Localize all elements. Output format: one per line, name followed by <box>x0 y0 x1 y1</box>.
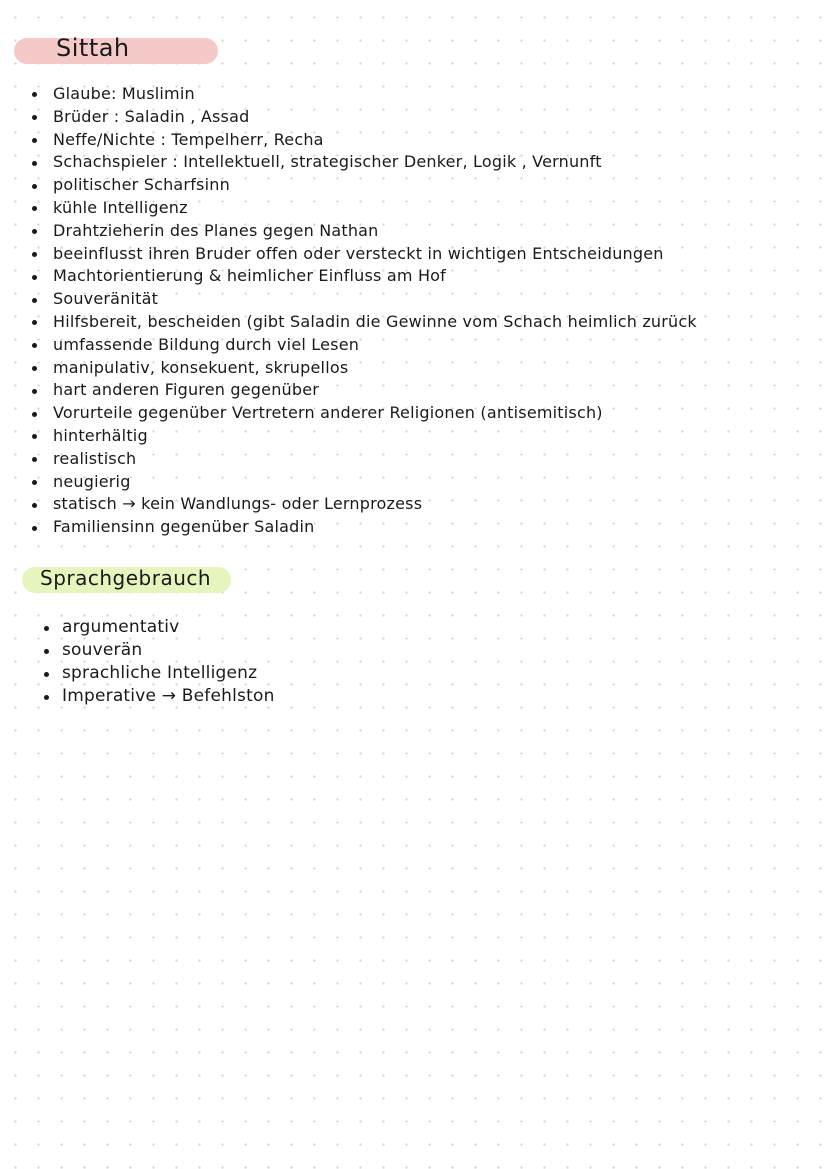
bullet-icon <box>32 252 37 257</box>
list-item: statisch → kein Wandlungs- oder Lernprozess <box>30 493 697 516</box>
list-item: kühle Intelligenz <box>30 197 697 220</box>
bullet-icon <box>32 343 37 348</box>
bullet-icon <box>32 320 37 325</box>
list-item: manipulativ, konsekuent, skrupellos <box>30 357 697 380</box>
list-item: Machtorientierung & heimlicher Einfluss am Hof <box>30 265 697 288</box>
bullet-icon <box>32 457 37 462</box>
list-item: Glaube: Muslimin <box>30 83 697 106</box>
character-heading-highlight <box>14 34 218 64</box>
bullet-icon <box>32 389 37 394</box>
list-item: Brüder : Saladin , Assad <box>30 106 697 129</box>
list-item: souverän <box>42 639 275 662</box>
bullet-icon <box>32 92 37 97</box>
bullet-icon <box>32 412 37 417</box>
language-heading-highlight <box>22 567 231 593</box>
bullet-icon <box>44 695 49 700</box>
list-item: sprachliche Intelligenz <box>42 662 275 685</box>
list-item: Schachspieler : Intellektuell, strategischer Denker, Logik , Vernunft <box>30 151 697 174</box>
list-item: umfassende Bildung durch viel Lesen <box>30 334 697 357</box>
bullet-icon <box>44 649 49 654</box>
bullet-icon <box>32 138 37 143</box>
list-item: Neffe/Nichte : Tempelherr, Recha <box>30 129 697 152</box>
bullet-icon <box>32 275 37 280</box>
bullet-icon <box>32 434 37 439</box>
list-item: Souveränität <box>30 288 697 311</box>
list-item: Hilfsbereit, bescheiden (gibt Saladin die Gewinne vom Schach heimlich zurück <box>30 311 697 334</box>
bullet-icon <box>32 298 37 303</box>
language-heading: Sprachgebrauch <box>40 566 212 590</box>
list-item: Imperative → Befehlston <box>42 685 275 708</box>
bullet-icon <box>32 184 37 189</box>
character-trait-list <box>30 83 697 539</box>
bullet-icon <box>32 526 37 531</box>
bullet-icon <box>32 480 37 485</box>
character-heading: Sittah <box>56 34 130 62</box>
bullet-icon <box>44 672 49 677</box>
bullet-icon <box>32 229 37 234</box>
list-item: beeinflusst ihren Bruder offen oder versteckt in wichtigen Entscheidungen <box>30 243 697 266</box>
bullet-icon <box>32 161 37 166</box>
list-item: Vorurteile gegenüber Vertretern anderer Religionen (antisemitisch) <box>30 402 697 425</box>
bullet-icon <box>32 503 37 508</box>
list-item: hart anderen Figuren gegenüber <box>30 379 697 402</box>
bullet-icon <box>32 366 37 371</box>
bullet-icon <box>32 206 37 211</box>
list-item: politischer Scharfsinn <box>30 174 697 197</box>
list-item: hinterhältig <box>30 425 697 448</box>
list-item: Familiensinn gegenüber Saladin <box>30 516 697 539</box>
list-item: neugierig <box>30 471 697 494</box>
list-item: realistisch <box>30 448 697 471</box>
bullet-icon <box>32 115 37 120</box>
bullet-icon <box>44 626 49 631</box>
language-trait-list <box>42 616 275 708</box>
list-item: Drahtzieherin des Planes gegen Nathan <box>30 220 697 243</box>
list-item: argumentativ <box>42 616 275 639</box>
